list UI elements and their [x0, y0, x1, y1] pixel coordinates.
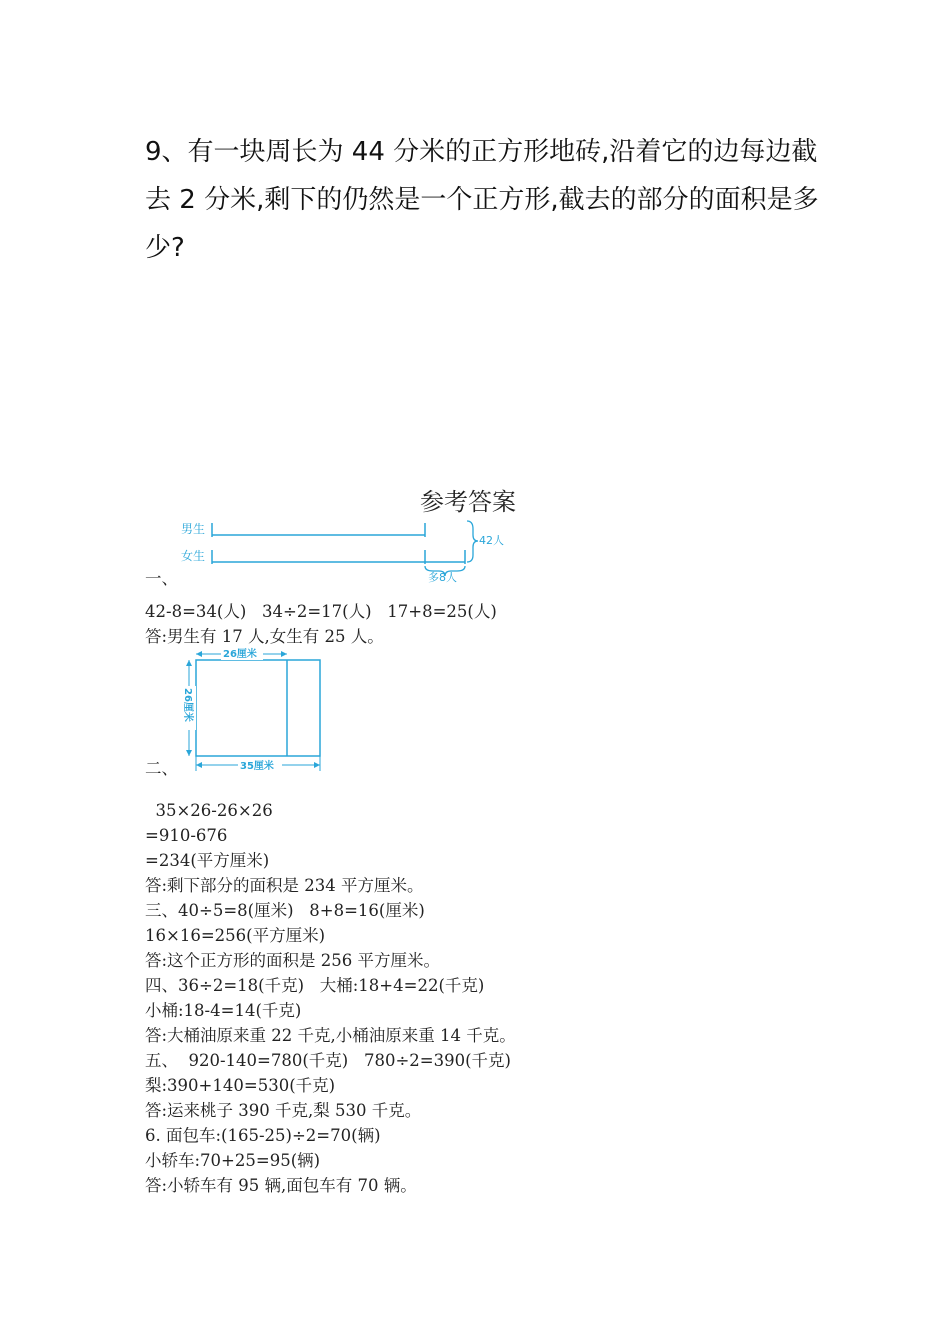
- answer-5-line-1: 五、 920-140=780(千克) 780÷2=390(千克): [145, 1051, 511, 1070]
- answer-3-line-3: 答:这个正方形的面积是 256 平方厘米。: [145, 951, 441, 970]
- boys-label: 男生: [181, 522, 206, 536]
- boys-girls-diagram: [175, 515, 515, 587]
- answer-1-line-2: 答:男生有 17 人,女生有 25 人。: [145, 627, 384, 646]
- answer-5-line-3: 答:运来桃子 390 千克,梨 530 千克。: [145, 1101, 422, 1120]
- answer-1-label: 一、: [145, 569, 178, 588]
- question-9-line-3: 少?: [145, 233, 185, 263]
- answer-5-line-2: 梨:390+140=530(千克): [145, 1076, 336, 1095]
- answer-2-line-1: 35×26-26×26: [145, 801, 273, 820]
- question-9-line-2: 去 2 分米,剩下的仍然是一个正方形,截去的部分的面积是多: [145, 185, 819, 215]
- total-brace: [467, 521, 478, 562]
- top-dimension-label: 26厘米: [223, 649, 257, 660]
- girls-bar: [212, 550, 465, 564]
- answer-6-line-3: 答:小轿车有 95 辆,面包车有 70 辆。: [145, 1176, 417, 1195]
- outer-rectangle: [196, 660, 320, 756]
- question-9-line-1: 9、有一块周长为 44 分米的正方形地砖,沿着它的边每边截: [145, 137, 818, 167]
- difference-label: 多8人: [428, 571, 457, 584]
- answer-2-line-3: =234(平方厘米): [145, 851, 270, 870]
- bottom-dimension-label: 35厘米: [240, 761, 274, 772]
- answer-3-line-1: 三、40÷5=8(厘米) 8+8=16(厘米): [145, 901, 425, 920]
- answer-4-line-1: 四、36÷2=18(千克) 大桶:18+4=22(千克): [145, 976, 485, 995]
- answer-6-line-1: 6. 面包车:(165-25)÷2=70(辆): [145, 1126, 381, 1145]
- answer-4-line-3: 答:大桶油原来重 22 千克,小桶油原来重 14 千克。: [145, 1026, 516, 1045]
- answer-4-line-2: 小桶:18-4=14(千克): [145, 1001, 302, 1020]
- rectangle-diagram: [176, 645, 326, 775]
- boys-bar: [212, 523, 425, 537]
- answer-1-line-1: 42-8=34(人) 34÷2=17(人) 17+8=25(人): [145, 602, 497, 621]
- answers-title: 参考答案: [420, 488, 516, 516]
- girls-label: 女生: [181, 549, 206, 563]
- question-9: [145, 128, 825, 272]
- total-label: 42人: [479, 534, 504, 547]
- answer-3-line-2: 16×16=256(平方厘米): [145, 926, 326, 945]
- answer-6-line-2: 小轿车:70+25=95(辆): [145, 1151, 321, 1170]
- answer-2-line-2: =910-676: [145, 826, 228, 845]
- answer-2-label: 二、: [145, 759, 178, 778]
- side-dimension-label: 26厘米: [182, 688, 193, 722]
- answer-2-line-4: 答:剩下部分的面积是 234 平方厘米。: [145, 876, 424, 895]
